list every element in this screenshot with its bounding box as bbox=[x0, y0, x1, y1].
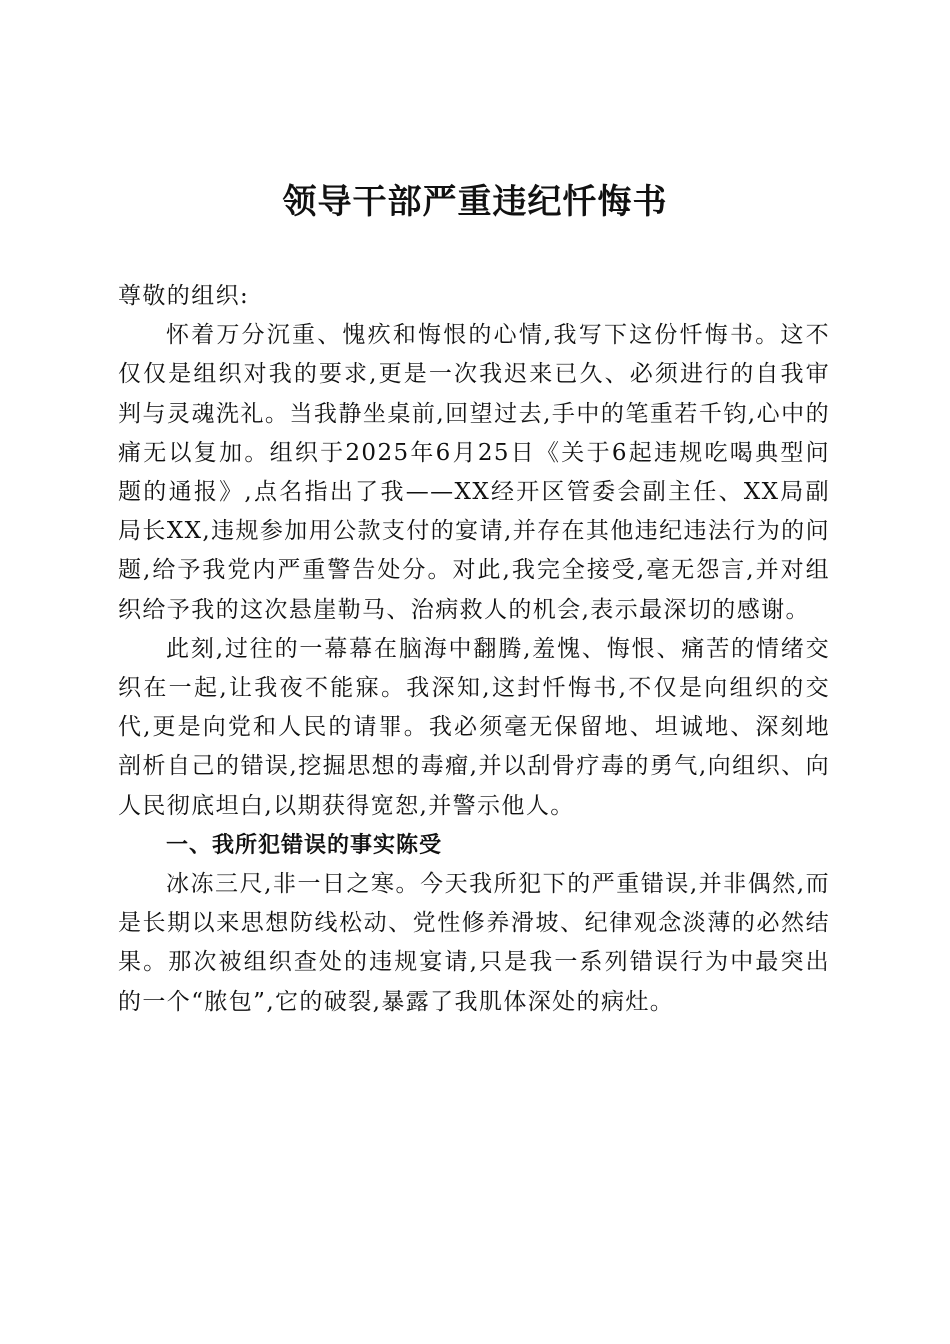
salutation: 尊敬的组织: bbox=[118, 283, 250, 309]
document-body bbox=[118, 277, 830, 1022]
section-heading: 一、我所犯错误的事实陈受 bbox=[166, 832, 443, 858]
paragraph-2: 此刻,过往的一幕幕在脑海中翻腾,羞愧、悔恨、痛苦的情绪交织在一起,让我夜不能寐。我深知,这封忏悔书,不仅是向组织的交代,更是向党和人民的请罪。我必须毫无保留地、坦诚地、深刻地剖析自己的错误,挖掘思想的毒瘤,并以刮骨疗毒的勇气,向组织、向人民彻底坦白,以期获得宽恕,并警示他人。 bbox=[118, 635, 830, 819]
section-paragraph: 冰冻三尺,非一日之寒。今天我所犯下的严重错误,并非偶然,而是长期以来思想防线松动、党性修养滑坡、纪律观念淡薄的必然结果。那次被组织查处的违规宴请,只是我一系列错误行为中最突出的一个“脓包”,它的破裂,暴露了我肌体深处的病灶。 bbox=[118, 871, 830, 1015]
paragraph-1: 怀着万分沉重、愧疚和悔恨的心情,我写下这份忏悔书。这不仅仅是组织对我的要求,更是一次我迟来已久、必须进行的自我审判与灵魂洗礼。当我静坐桌前,回望过去,手中的笔重若千钧,心中的痛无以复加。组织于2025年6月25日《关于6起违规吃喝典型问题的通报》,点名指出了我——XX经开区管委会副主任、XX局副局长XX,违规参加用公款支付的宴请,并存在其他违纪违法行为的问题,给予我党内严重警告处分。对此,我完全接受,毫无怨言,并对组织给予我的这次悬崖勒马、治病救人的机会,表示最深切的感谢。 bbox=[118, 322, 830, 623]
document-title: 领导干部严重违纪忏悔书 bbox=[282, 182, 668, 222]
